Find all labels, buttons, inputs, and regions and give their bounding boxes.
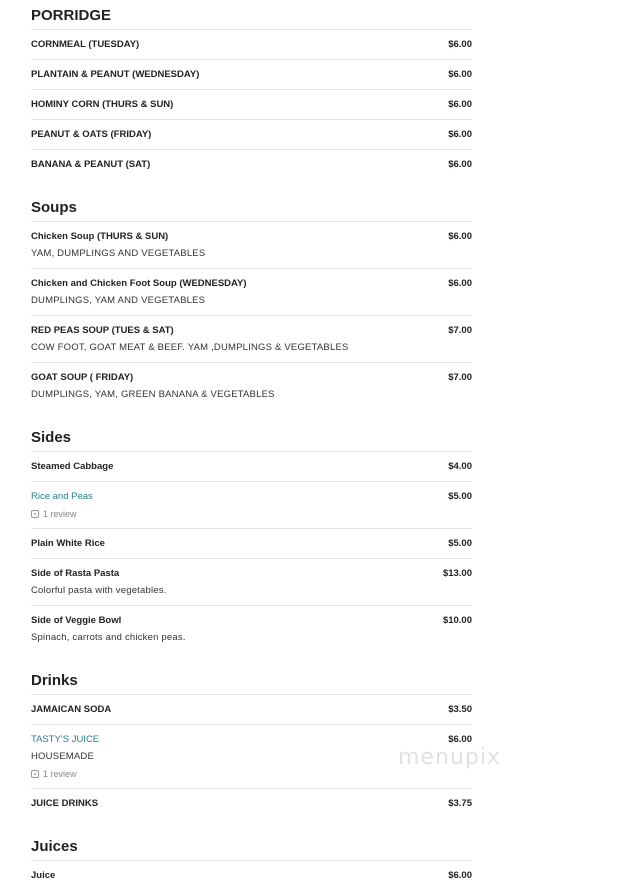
item-name: PLANTAIN & PEANUT (WEDNESDAY) — [31, 69, 200, 80]
menu-item — [31, 482, 472, 529]
menu-item — [31, 363, 472, 409]
item-description: Spinach, carrots and chicken peas. — [31, 632, 186, 643]
menu-item — [31, 150, 472, 179]
menu-section-sides — [31, 422, 472, 652]
review-icon — [31, 510, 39, 518]
item-price: $5.00 — [448, 538, 472, 549]
review-count: 1 review — [43, 509, 77, 519]
item-name: CORNMEAL (TUESDAY) — [31, 39, 140, 50]
menu-item — [31, 559, 472, 606]
item-name: Chicken and Chicken Foot Soup (WEDNESDAY) — [31, 278, 247, 289]
item-name: Juice — [31, 870, 56, 881]
item-price: $6.00 — [448, 734, 472, 745]
section-title: Juices — [31, 831, 472, 861]
item-name-link[interactable]: TASTY'S JUICE — [31, 734, 100, 745]
menu-item — [31, 222, 472, 269]
item-price: $6.00 — [448, 99, 472, 110]
item-name: GOAT SOUP ( FRIDAY) — [31, 372, 134, 383]
item-price: $7.00 — [448, 325, 472, 336]
item-name: Steamed Cabbage — [31, 461, 114, 472]
review-count: 1 review — [43, 769, 77, 779]
item-price: $5.00 — [448, 491, 472, 502]
section-title: Soups — [31, 192, 472, 222]
item-price: $6.00 — [448, 159, 472, 170]
item-name: Chicken Soup (THURS & SUN) — [31, 231, 169, 242]
item-name: BANANA & PEANUT (SAT) — [31, 159, 151, 170]
menu-section-soups — [31, 192, 472, 409]
item-description: HOUSEMADE — [31, 751, 95, 762]
item-price: $6.00 — [448, 231, 472, 242]
menu-item — [31, 452, 472, 482]
menu-item — [31, 789, 472, 818]
menu-section-porridge — [31, 0, 472, 179]
item-price: $6.00 — [448, 69, 472, 80]
item-name: Side of Rasta Pasta — [31, 568, 120, 579]
section-title: PORRIDGE — [31, 0, 472, 30]
menu-item — [31, 90, 472, 120]
item-name: Side of Veggie Bowl — [31, 615, 122, 626]
item-price: $4.00 — [448, 461, 472, 472]
item-price: $6.00 — [448, 870, 472, 881]
menu-item — [31, 695, 472, 725]
section-title: Sides — [31, 422, 472, 452]
menu-item — [31, 120, 472, 150]
menu-item — [31, 269, 472, 316]
menu-section-juices — [31, 831, 472, 890]
menu-item — [31, 529, 472, 559]
item-price: $6.00 — [448, 129, 472, 140]
item-name: RED PEAS SOUP (TUES & SAT) — [31, 325, 174, 336]
item-name: PEANUT & OATS (FRIDAY) — [31, 129, 152, 140]
item-name: Plain White Rice — [31, 538, 105, 549]
item-description: COW FOOT, GOAT MEAT & BEEF. YAM ,DUMPLINGS & VEGETABLES — [31, 342, 349, 353]
section-title: Drinks — [31, 665, 472, 695]
item-price: $10.00 — [442, 615, 472, 626]
item-description: YAM, DUMPLINGS AND VEGETABLES — [31, 248, 206, 259]
item-name: HOMINY CORN (THURS & SUN) — [31, 99, 174, 110]
item-description: DUMPLINGS, YAM AND VEGETABLES — [31, 295, 206, 306]
menu-section-drinks — [31, 665, 472, 818]
menu-item — [31, 316, 472, 363]
item-name-link[interactable]: Rice and Peas — [31, 491, 93, 502]
menu-item — [31, 606, 472, 652]
menu-item — [31, 60, 472, 90]
item-price: $6.00 — [448, 278, 472, 289]
item-name: JUICE DRINKS — [31, 798, 99, 809]
menu-item — [31, 30, 472, 60]
item-review-link[interactable] — [31, 508, 472, 520]
watermark: menupix — [398, 745, 501, 770]
menu-item — [31, 861, 472, 890]
item-description: DUMPLINGS, YAM, GREEN BANANA & VEGETABLES — [31, 389, 275, 400]
item-price: $13.00 — [442, 568, 472, 579]
item-price: $6.00 — [448, 39, 472, 50]
item-price: $3.75 — [448, 798, 472, 809]
item-name: JAMAICAN SODA — [31, 704, 112, 715]
review-icon — [31, 770, 39, 778]
item-price: $7.00 — [448, 372, 472, 383]
item-description: Colorful pasta with vegetables. — [31, 585, 167, 596]
item-price: $3.50 — [448, 704, 472, 715]
